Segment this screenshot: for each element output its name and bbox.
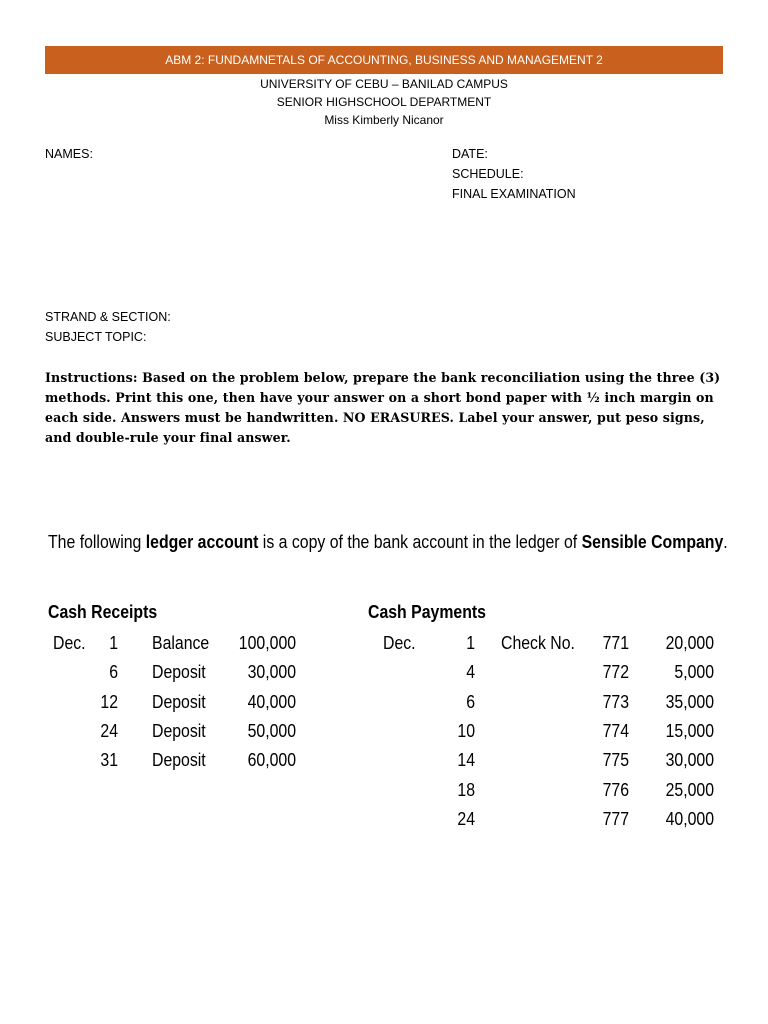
course-banner: ABM 2: FUNDAMNETALS OF ACCOUNTING, BUSINESS AND MANAGEMENT 2 (45, 46, 723, 74)
payments-amount: 5,000 (674, 662, 714, 683)
payments-day: 10 (457, 720, 475, 741)
receipts-month: Dec. (53, 633, 86, 653)
payments-amount: 25,000 (665, 779, 714, 800)
school-name: UNIVERSITY OF CEBU – BANILAD CAMPUS (260, 77, 508, 91)
subject-topic-label: SUBJECT TOPIC: (45, 330, 147, 344)
intro-text-2: is a copy of the bank account in the ledger of (258, 532, 582, 552)
intro-text-3: . (723, 532, 728, 552)
payments-amount: 15,000 (665, 720, 714, 741)
receipts-amount: 60,000 (247, 750, 296, 771)
payments-day: 14 (457, 750, 475, 771)
receipts-description: Deposit (152, 720, 206, 741)
date-label: DATE: (452, 147, 488, 161)
payments-day: 4 (466, 662, 475, 683)
intro-bold-company: Sensible Company (581, 532, 724, 552)
receipts-amount: 40,000 (247, 691, 296, 712)
payments-day: 1 (466, 633, 475, 653)
payments-check-number: 774 (602, 720, 629, 741)
intro-text-1: The following (48, 532, 146, 552)
receipts-amount: 100,000 (238, 633, 296, 653)
intro-bold-ledger: ledger account (145, 532, 259, 552)
exam-label: FINAL EXAMINATION (452, 187, 576, 201)
school-header (0, 75, 768, 129)
receipts-description: Balance (152, 633, 210, 653)
names-label: NAMES: (45, 147, 93, 161)
payments-month: Dec. (383, 633, 416, 653)
receipts-amount: 30,000 (247, 662, 296, 683)
payments-amount: 40,000 (665, 808, 714, 829)
payments-check-number: 775 (602, 750, 629, 771)
receipts-day: 12 (100, 691, 118, 712)
receipts-day: 24 (100, 720, 118, 741)
payments-amount: 20,000 (665, 633, 714, 653)
instructions-text: Instructions: Based on the problem below, prepare the bank reconciliation using the three (3) methods. Print this one, then have your answer on a short bond paper with ½ inch margin on each side. Answers must be handwritten. NO ERASURES. Label your answer, put peso signs, and double-rule your final answer. (45, 370, 721, 445)
problem-intro (48, 532, 728, 553)
payments-day: 18 (457, 779, 475, 800)
receipts-amount: 50,000 (247, 720, 296, 741)
receipts-description: Deposit (152, 691, 206, 712)
payments-check-number: 777 (602, 808, 629, 829)
department-name: SENIOR HIGHSCHOOL DEPARTMENT (276, 95, 492, 109)
payments-amount: 30,000 (665, 750, 714, 771)
schedule-label: SCHEDULE: (452, 167, 524, 181)
receipts-day: 1 (109, 633, 118, 653)
payments-check-number: 773 (602, 691, 629, 712)
payments-check-number: 776 (602, 779, 629, 800)
receipts-description: Deposit (152, 750, 206, 771)
cash-receipts-title: Cash Receipts (48, 602, 158, 622)
strand-section-label: STRAND & SECTION: (45, 310, 171, 324)
cash-payments-title: Cash Payments (368, 602, 486, 622)
payments-day: 24 (457, 808, 475, 829)
teacher-name: Miss Kimberly Nicanor (324, 113, 444, 127)
payments-check-number: 772 (602, 662, 629, 683)
payments-day: 6 (466, 691, 475, 712)
receipts-description: Deposit (152, 662, 206, 683)
payments-amount: 35,000 (665, 691, 714, 712)
check-number-label: Check No. (501, 633, 575, 653)
receipts-day: 6 (109, 662, 118, 683)
payments-check-number: 771 (602, 633, 629, 653)
receipts-day: 31 (100, 750, 118, 771)
